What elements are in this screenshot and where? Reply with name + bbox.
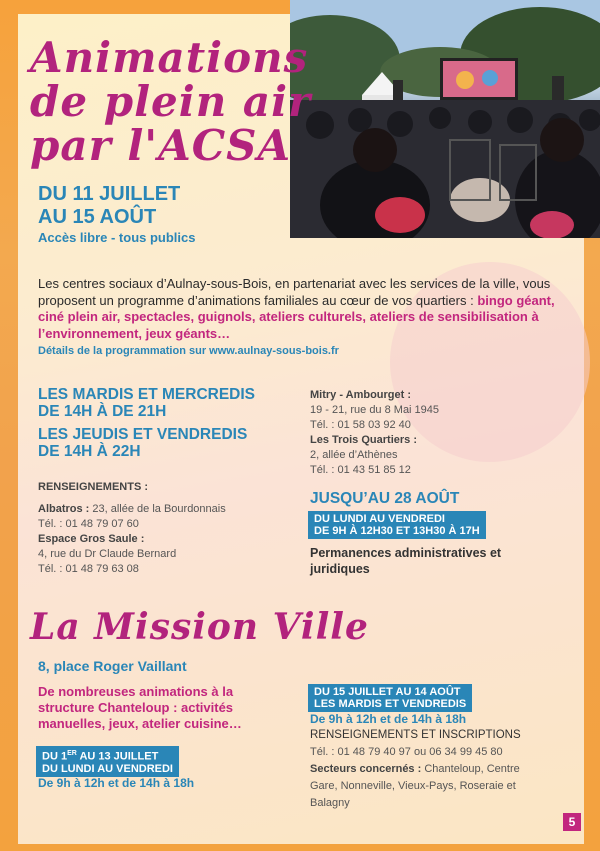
- center-2-name: Espace Gros Saule :: [38, 533, 145, 545]
- mission-tag-a: [36, 746, 179, 777]
- page-number: 5: [563, 813, 581, 831]
- mission-info: [310, 727, 545, 812]
- center-4-phone: Tél. : 01 43 51 85 12: [310, 464, 411, 476]
- until-heading: JUSQU’AU 28 AOÛT: [310, 490, 460, 507]
- until-description: Permanences administratives et juridiques: [310, 546, 502, 576]
- dates-line-1: DU 11 JUILLET: [38, 183, 181, 205]
- schedule-a-hours: DE 14H À DE 21H: [38, 403, 167, 420]
- center-2-address: 4, rue du Dr Claude Bernard: [38, 548, 177, 560]
- until-tag-line-2: DE 9H À 12H30 ET 13H30 À 17H: [314, 525, 480, 537]
- until-schedule-tag: [308, 511, 486, 539]
- schedule-a-days: LES MARDIS ET MERCREDIS: [38, 386, 256, 403]
- center-1-phone: Tél. : 01 48 79 07 60: [38, 518, 139, 530]
- mission-info-heading: RENSEIGNEMENTS ET INSCRIPTIONS: [310, 729, 521, 741]
- center-4-address: 2, allée d’Athènes: [310, 449, 398, 461]
- mission-tag-b-line-1: DU 15 JUILLET AU 14 AOÛT: [314, 686, 461, 698]
- intro-text: Les centres sociaux d’Aulnay-sous-Bois, en partenariat avec les services de la ville, vous proposent un programme d’animations familiales au cœur de vos quartiers :: [38, 276, 551, 308]
- center-1-address: 23, allée de la Bourdonnais: [89, 503, 226, 515]
- mission-title: La Mission Ville: [30, 606, 369, 648]
- schedule-b-hours: DE 14H À 22H: [38, 443, 141, 460]
- mission-tag-b-line-2: LES MARDIS ET VENDREDIS: [314, 698, 467, 710]
- outdoor-cinema-photo: [290, 0, 600, 238]
- until-tag-line-1: DU LUNDI AU VENDREDI: [314, 513, 445, 525]
- mission-tag-a-line-1: [42, 748, 173, 763]
- schedule-b-days: LES JEUDIS ET VENDREDIS: [38, 426, 248, 443]
- center-3-name: Mitry - Ambourget :: [310, 389, 412, 401]
- photo-illustration: [290, 0, 600, 238]
- main-title-line-2: de plein air: [30, 77, 312, 126]
- intro-paragraph: [38, 276, 563, 342]
- intro-highlight: bingo géant, ciné plein air, spectacles, guignols, ateliers culturels, ateliers de sensibilisation à l’environnement, jeux géants…: [38, 292, 555, 341]
- tag-a-sup: ER: [67, 750, 77, 757]
- center-1-name: Albatros :: [38, 503, 90, 515]
- main-title-line-3: par l'ACSA: [30, 121, 292, 170]
- mission-sectors: Chanteloup, Centre Gare, Nonneville, Vieux-Pays, Roseraie et Balagny: [310, 763, 520, 809]
- center-4-name: Les Trois Quartiers :: [310, 434, 417, 446]
- mission-hours-a: De 9h à 12h et de 14h à 18h: [38, 776, 195, 790]
- info-left: [38, 480, 288, 577]
- tag-a-pre: DU 1: [42, 750, 68, 763]
- mission-tag-a-line-2: DU LUNDI AU VENDREDI: [42, 762, 173, 775]
- main-title-line-1: Animations: [30, 33, 309, 82]
- mission-hours-b: De 9h à 12h et de 14h à 18h: [310, 712, 467, 726]
- info-right: [310, 388, 560, 478]
- details-link[interactable]: Détails de la programmation sur www.aulnay-sous-bois.fr: [38, 345, 339, 357]
- mission-description: De nombreuses animations à la structure Chanteloup : activités manuelles, jeux, atelier cuisine…: [38, 684, 242, 731]
- mission-address: 8, place Roger Vaillant: [38, 658, 187, 674]
- center-2-phone: Tél. : 01 48 79 63 08: [38, 563, 139, 575]
- mission-tag-b: [308, 684, 472, 712]
- mission-info-phone: Tél. : 01 48 79 40 97 ou 06 34 99 45 80: [310, 746, 503, 758]
- center-3-address: 19 - 21, rue du 8 Mai 1945: [310, 404, 440, 416]
- access-text: Accès libre - tous publics: [38, 230, 196, 245]
- center-3-phone: Tél. : 01 58 03 92 40: [310, 419, 411, 431]
- tag-a-post: AU 13 JUILLET: [76, 750, 159, 763]
- dates-line-2: AU 15 AOÛT: [38, 206, 157, 228]
- mission-sectors-label: Secteurs concernés :: [310, 763, 422, 775]
- info-heading: RENSEIGNEMENTS :: [38, 481, 149, 493]
